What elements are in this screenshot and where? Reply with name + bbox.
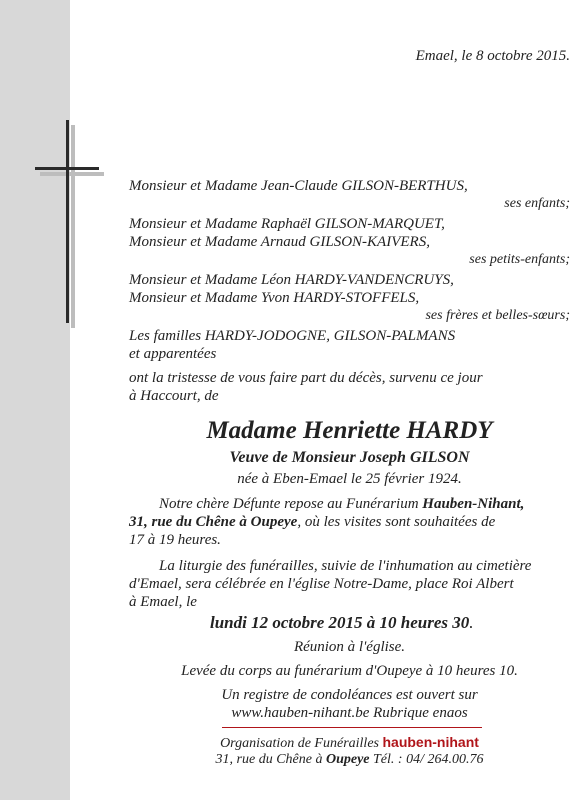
funerarium-suffix: , où les visites sont souhaitées de — [297, 514, 496, 530]
register-line-2: www.hauben-nihant.be Rubrique enaos — [231, 705, 468, 721]
relation-children: ses enfants; — [504, 196, 570, 211]
funerarium-address: 31, rue du Chêne à Oupeye — [129, 514, 298, 530]
footer-phone: Tél. : 04/ 264.00.76 — [369, 752, 484, 767]
ceremony-date-end: . — [469, 613, 474, 632]
footer-address-line — [129, 751, 570, 769]
family-others-line-2: et apparentées — [129, 346, 217, 362]
funerarium-hours: 17 à 19 heures. — [129, 532, 221, 548]
liturgy-line-2: d'Emael, sera célébrée en l'église Notre-Dame, place Roi Albert — [129, 576, 514, 592]
deceased-widow-of: Veuve de Monsieur Joseph GILSON — [229, 449, 470, 466]
relation-siblings: ses frères et belles-sœurs; — [425, 308, 570, 323]
footer-org-label: Organisation de Funérailles — [220, 736, 383, 751]
liturgy-line-1: La liturgie des funérailles, suivie de l'inhumation au cimetière — [159, 558, 532, 574]
register-line-1: Un registre de condoléances est ouvert sur — [221, 687, 478, 703]
announcement-line-2: à Haccourt, de — [129, 388, 219, 404]
liturgy-line-3: à Emael, le — [129, 594, 197, 610]
ceremony-date-line — [210, 613, 474, 633]
family-grandchildren-line-1: Monsieur et Madame Raphaël GILSON-MARQUET, — [129, 216, 445, 232]
family-grandchildren-line-2: Monsieur et Madame Arnaud GILSON-KAIVERS, — [129, 234, 430, 250]
family-siblings-line-1: Monsieur et Madame Léon HARDY-VANDENCRUYS, — [129, 272, 454, 288]
family-siblings-line-2: Monsieur et Madame Yvon HARDY-STOFFELS, — [129, 290, 420, 306]
meeting-line: Réunion à l'église. — [293, 639, 406, 655]
announcement-line-1: ont la tristesse de vous faire part du décès, survenu ce jour — [129, 370, 483, 386]
funerarium-prefix: Notre chère Défunte repose au Funérarium — [159, 496, 423, 512]
date-line: Emael, le 8 octobre 2015. — [415, 48, 570, 64]
footer-address-city: Oupeye — [325, 752, 370, 767]
footer-address-prefix: 31, rue du Chêne à — [215, 752, 326, 767]
deceased-name: Madame Henriette HARDY — [206, 417, 493, 444]
footer-divider — [222, 727, 482, 728]
funerarium-line-1 — [159, 495, 524, 513]
footer-org-line — [129, 733, 570, 753]
ceremony-date: lundi 12 octobre 2015 à 10 heures 30 — [210, 613, 470, 632]
deceased-birth: née à Eben-Emael le 25 février 1924. — [237, 471, 462, 487]
family-others-line-1: Les familles HARDY-JODOGNE, GILSON-PALMANS — [129, 328, 456, 344]
decorative-sidebar — [0, 0, 70, 800]
levee-line: Levée du corps au funérarium d'Oupeye à 10 heures 10. — [181, 663, 518, 679]
funerarium-name: Hauben-Nihant, — [422, 496, 525, 512]
funerarium-line-2 — [129, 513, 495, 531]
family-children-line: Monsieur et Madame Jean-Claude GILSON-BERTHUS, — [129, 178, 468, 194]
brand-logo: hauben-nihant — [382, 734, 479, 750]
relation-grandchildren: ses petits-enfants; — [469, 252, 570, 267]
